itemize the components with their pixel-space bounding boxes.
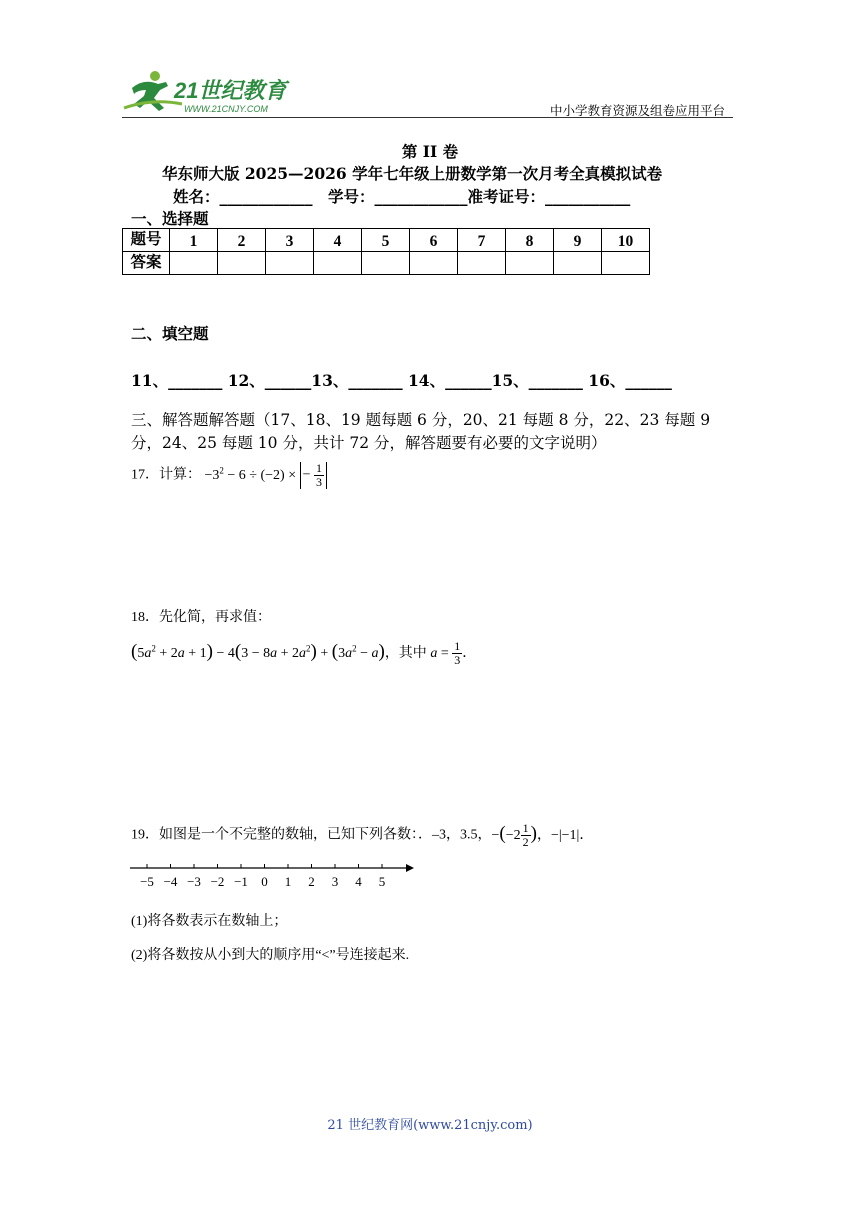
axis-tick-label: 1 — [284, 874, 292, 889]
q19-sub-2: (2)将各数按从小到大的顺序用“<”号连接起来. — [131, 948, 410, 963]
fill-blanks-line: 11、_______ 12、______13、_______ 14、______15、_______ 16、______ — [131, 371, 672, 390]
logo-text: 21世纪教育 — [174, 78, 287, 103]
answer-cell[interactable] — [554, 252, 602, 275]
answer-cell[interactable] — [266, 252, 314, 275]
answer-cell[interactable] — [602, 252, 650, 275]
footer-source: 21 世纪教育网(www.21cnjy.com) — [327, 1118, 533, 1133]
row-label-answer: 答案 — [123, 252, 170, 275]
site-logo — [122, 68, 292, 116]
question-number-cell: 9 — [554, 229, 602, 252]
q17-prefix: 17．计算： — [131, 467, 201, 483]
answer-cell[interactable] — [170, 252, 218, 275]
axis-tick-label: 3 — [331, 874, 339, 889]
section-3-line-2: 分，24、25 每题 10 分，共计 72 分，解答题要有必要的文字说明） — [131, 434, 607, 452]
axis-tick-label: −4 — [163, 874, 178, 889]
answer-cell[interactable] — [314, 252, 362, 275]
question-number-cell: 4 — [314, 229, 362, 252]
question-19: 19．如图是一个不完整的数轴，已知下列各数：．–3，3.5，−(−2 $\frac{1}{2}$ )，−|−1|． — [131, 821, 594, 849]
row-label-number: 题号 — [123, 229, 170, 252]
volume-title: 第 II 卷 — [401, 142, 459, 161]
platform-label: 中小学教育资源及组卷应用平台 — [549, 103, 725, 118]
answer-table-answer-row — [123, 252, 650, 275]
answer-cell[interactable] — [410, 252, 458, 275]
q17-expression: $-3^2 - 6 \div (-2)$ × − $\frac{1}{3}$ — [205, 468, 328, 483]
question-number-cell: 2 — [218, 229, 266, 252]
axis-tick-label: 2 — [308, 874, 315, 889]
axis-tick-label: 5 — [378, 874, 386, 889]
section-2-title: 二、填空题 — [131, 324, 209, 343]
question-number-cell: 7 — [458, 229, 506, 252]
question-number-cell: 8 — [506, 229, 554, 252]
arrow-icon — [406, 864, 414, 872]
answer-cell[interactable] — [362, 252, 410, 275]
question-number-cell: 6 — [410, 229, 458, 252]
q18-expression: $(5a^2 + 2a + 1) - 4(3 - 8a + 2a^2) + (3a^2 - a)$，其中 a = $\frac{1}{3}$ ． — [131, 639, 477, 667]
question-number-cell: 3 — [266, 229, 314, 252]
axis-tick-label: −1 — [234, 874, 248, 889]
answer-cell[interactable] — [218, 252, 266, 275]
section-3-line-1: 三、解答题解答题（17、18、19 题每题 6 分，20、21 每题 8 分，22、23 每题 9 — [131, 411, 711, 429]
answer-table-number-row — [123, 229, 650, 252]
q18-prefix: 18．先化简，再求值： — [131, 610, 271, 625]
answer-cell[interactable] — [458, 252, 506, 275]
axis-tick-label: −5 — [140, 874, 154, 889]
section-1-title: 一、选择题 — [131, 209, 209, 228]
question-number-cell: 1 — [170, 229, 218, 252]
axis-tick-label: −3 — [187, 874, 201, 889]
axis-tick-label: 4 — [355, 874, 362, 889]
exam-title: 华东师大版 2025—2026 学年七年级上册数学第一次月考全真模拟试卷 — [162, 164, 663, 183]
question-number-cell: 5 — [362, 229, 410, 252]
student-info-line: 姓名：____________ 学号：____________准考证号：___________ — [173, 187, 631, 206]
logo-url: WWW.21CNJY.COM — [184, 104, 268, 114]
answer-table — [122, 228, 650, 275]
header-divider — [122, 117, 733, 118]
axis-tick-label: −2 — [210, 874, 225, 889]
q19-sub-1: (1)将各数表示在数轴上； — [131, 914, 288, 929]
axis-tick-label: 0 — [261, 874, 268, 889]
question-number-cell: 10 — [602, 229, 650, 252]
answer-cell[interactable] — [506, 252, 554, 275]
question-17 — [131, 462, 327, 489]
number-line — [128, 860, 418, 892]
